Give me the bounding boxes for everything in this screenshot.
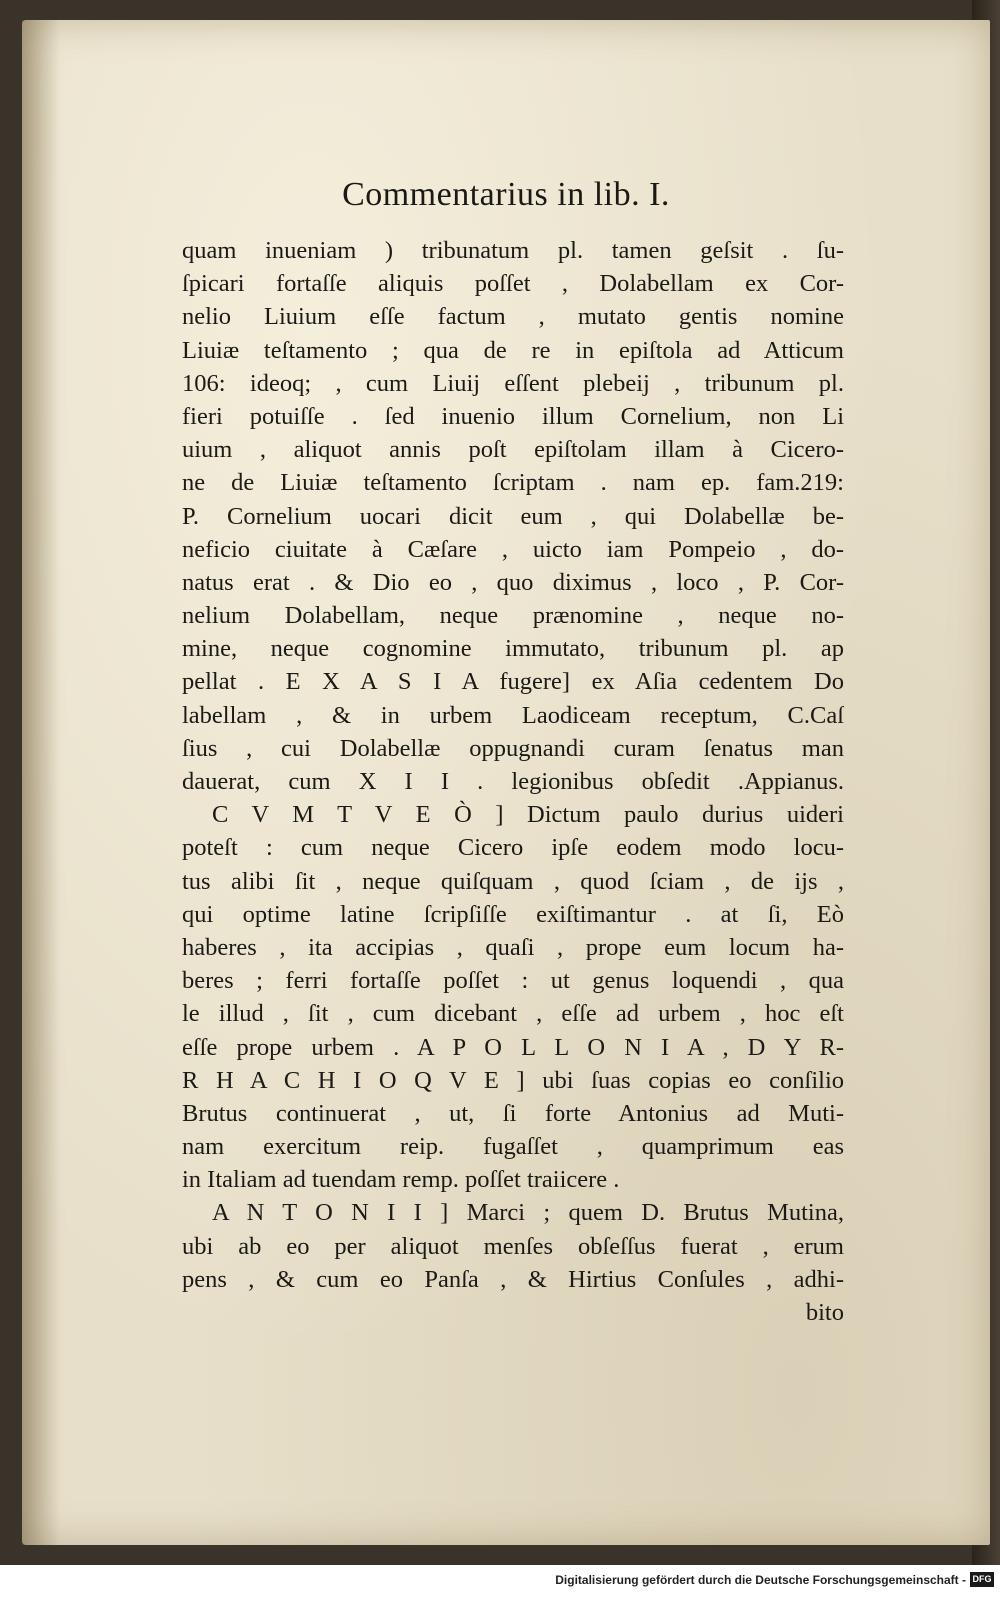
text-line: P. Cornelium uocari dicit eum , qui Dolabellæ be-: [182, 502, 844, 530]
dfg-logo: DFG: [970, 1572, 994, 1587]
footer-bar: [0, 1565, 1000, 1597]
text-line: Brutus continuerat , ut, ſi forte Antonius ad Muti-: [182, 1099, 844, 1127]
text-line: beres ; ferri fortaſſe poſſet : ut genus loquendi , qua: [182, 967, 844, 995]
text-line: tus alibi ſit , neque quiſquam , quod ſciam , de ijs ,: [182, 867, 844, 895]
text-line: natus erat . & Dio eo , quo diximus , loco , P. Cor-: [182, 568, 844, 596]
text-line: quam inueniam ) tribunatum pl. tamen geſsit . ſu-: [182, 237, 844, 264]
text-line: ne de Liuiæ teſtamento ſcriptam . nam ep. fam.219:: [182, 469, 844, 497]
funding-credit: Digitalisierung gefördert durch die Deutsche Forschungsgemeinschaft -: [555, 1573, 966, 1587]
text-line: pellat . E X A S I A fugere] ex Aſia cedentem Do: [182, 668, 844, 696]
text-line: C V M T V E Ò ] Dictum paulo durius uideri: [212, 801, 844, 829]
text-line: fieri potuiſſe . ſed inuenio illum Cornelium, non Li: [182, 402, 844, 430]
text-line: Liuiæ teſtamento ; qua de re in epiſtola ad Atticum: [182, 336, 844, 364]
running-head: Commentarius in lib. I.: [342, 176, 670, 213]
text-line: in Italiam ad tuendam remp. poſſet traiicere .: [182, 1166, 620, 1194]
page-gutter-shadow: [22, 20, 60, 1545]
text-line: uium , aliquot annis poſt epiſtolam illam à Cicero-: [182, 436, 844, 464]
text-line: haberes , ita accipias , quaſi , prope eum locum ha-: [182, 933, 844, 961]
text-line: ſpicari fortaſſe aliquis poſſet , Dolabellam ex Cor-: [182, 270, 844, 298]
text-line: nelium Dolabellam, neque prænomine , neque no-: [182, 602, 844, 630]
text-line: 106: ideoq; , cum Liuij eſſent plebeij , tribunum pl.: [182, 369, 844, 397]
book-page: [22, 20, 990, 1545]
text-line: dauerat, cum X I I . legionibus obſedit .Appianus.: [182, 768, 844, 795]
text-line: ſius , cui Dolabellæ oppugnandi curam ſenatus man: [182, 734, 844, 762]
text-line: ubi ab eo per aliquot menſes obſeſſus fuerat , erum: [182, 1232, 844, 1260]
text-line: pens , & cum eo Panſa , & Hirtius Conſules , adhi-: [182, 1265, 844, 1293]
text-line: R H A C H I O Q V E ] ubi ſuas copias eo conſilio: [182, 1066, 844, 1094]
text-line: eſſe prope urbem . A P O L L O N I A , D Y R-: [182, 1033, 844, 1061]
text-line: labellam , & in urbem Laodiceam receptum, C.Caſ: [182, 701, 844, 729]
text-line: poteſt : cum neque Cicero ipſe eodem modo locu-: [182, 834, 844, 862]
catchword: bito: [805, 1299, 844, 1326]
text-line: neficio ciuitate à Cæſare , uicto iam Pompeio , do-: [182, 535, 844, 563]
text-line: A N T O N I I ] Marci ; quem D. Brutus Mutina,: [212, 1199, 844, 1227]
text-line: mine, neque cognomine immutato, tribunum pl. ap: [182, 635, 844, 663]
text-line: nam exercitum reip. fugaſſet , quamprimum eas: [182, 1133, 844, 1161]
text-line: nelio Liuium eſſe factum , mutato gentis nomine: [182, 303, 844, 331]
text-line: le illud , ſit , cum dicebant , eſſe ad urbem , hoc eſt: [182, 1000, 844, 1028]
text-line: qui optime latine ſcripſiſſe exiſtimantur . at ſi, Eò: [182, 900, 844, 928]
body-text: [182, 234, 844, 1329]
